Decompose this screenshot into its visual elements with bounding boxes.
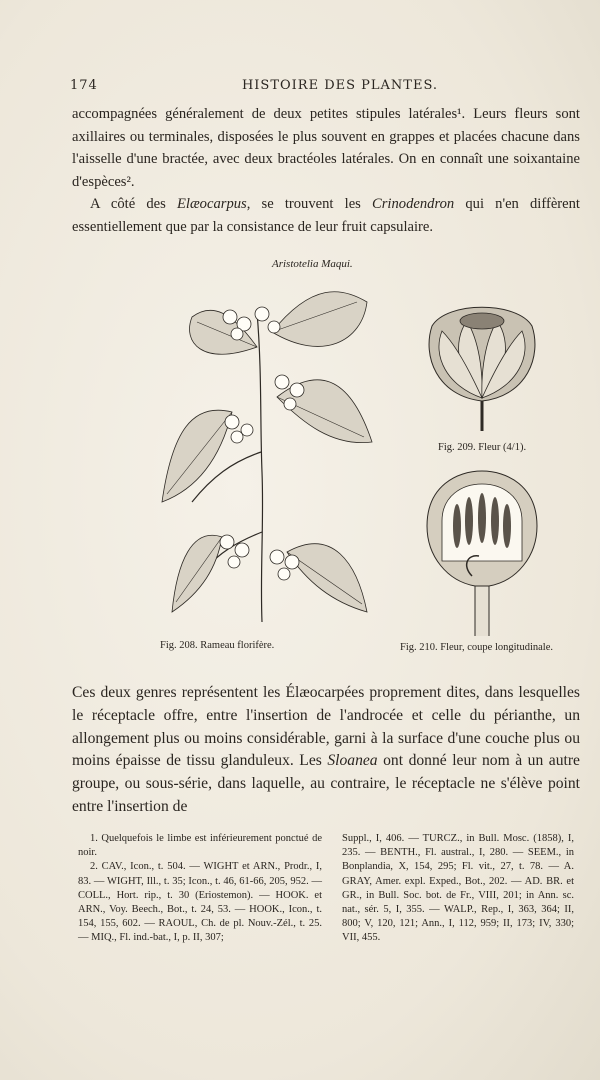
figure-title: Aristotelia Maqui. [272, 258, 353, 270]
page-number: 174 [70, 78, 98, 93]
footnote-1: 1. Quelquefois le limbe est inférieurement ponctué de noir. [78, 833, 322, 859]
botanical-figure [72, 258, 582, 668]
paragraph-1: accompagnées généralement de deux petites stipules latérales¹. Leurs fleurs sont axillaires ou terminales, disposées le plus souvent en grappes et placées chacune dans l'aisselle d'une bractée, avec deux bractéoles latérales. On en connaît une soixantaine d'espèces². [72, 106, 580, 190]
footnotes-right-column [342, 832, 574, 946]
genus-elaeocarpus: Elæocarpus [176, 196, 247, 212]
paragraph-3: Ces deux genres représentent les Élæocarpées proprement dites, dans lesquelles le réceptacle offre, entre l'insertion de l'androcée et celle du périanthe, un allongement plus ou moins considérable, garni à la surface d'une couche plus ou moins épaisse de tissu glanduleux. Les Sloanea ont donné leur nom à un autre groupe, ou sous-série, dans laquelle, au contraire, le réceptacle ne s'élève point entre l'insertion de [72, 684, 580, 815]
genus-sloanea: Sloanea [327, 752, 378, 770]
fig-210-caption: Fig. 210. Fleur, coupe longitudinale. [400, 642, 553, 653]
footnotes-left-column [78, 832, 322, 946]
genus-crinodendron: Crinodendron [372, 196, 455, 212]
footnote-2-right: Suppl., I, 406. — TURCZ., in Bull. Mosc. (1858), I, 235. — BENTH., Fl. austral., I, 280. — SEEM., in Bonplandia, X, 154, 295; Fl. vit., 27, t. 78. — A. GRAY, Amer. expl. Exped., Bot., 202. — AD. BR. et GR., in Bull. Soc. bot. de Fr., VIII, 201; in Ann. sc. nat., sér. 5, I, 355. — WALP., Rep., I, 363, 364; II, 800; V, 120, 121; Ann., I, 112, 959; II, 173; IV, 330; VII, 455. [342, 833, 574, 944]
footnote-2-left: 2. CAV., Icon., t. 504. — WIGHT et ARN., Prodr., I, 83. — WIGHT, Ill., t. 35; Icon., t. 46, 61-66, 205, 952. — COLL., Hort. rip., t. 30 (Eriostemon). — HOOK. et ARN., Voy. Beech., Bot., t. 24, 53. — HOOK., Icon., t. 154, 155, 602. — RAOUL, Ch. de pl. Nouv.-Zél., t. 25. — MIQ., Fl. ind.-bat., I, p. II, 307; [78, 861, 322, 944]
page-header [70, 78, 550, 93]
running-title: HISTOIRE DES PLANTES. [241, 78, 439, 93]
flower-section-illustration [417, 466, 547, 636]
fig-208-caption: Fig. 208. Rameau florifère. [160, 640, 275, 651]
fig-209-caption: Fig. 209. Fleur (4/1). [438, 442, 527, 453]
flowering-branch-illustration [112, 272, 412, 652]
flower-illustration [417, 286, 547, 436]
paragraph-2: A côté des Elæocarpus, se trouvent les Crinodendron qui n'en diffèrent essentiellement que par la consistance de leur fruit capsulaire. [72, 196, 580, 235]
